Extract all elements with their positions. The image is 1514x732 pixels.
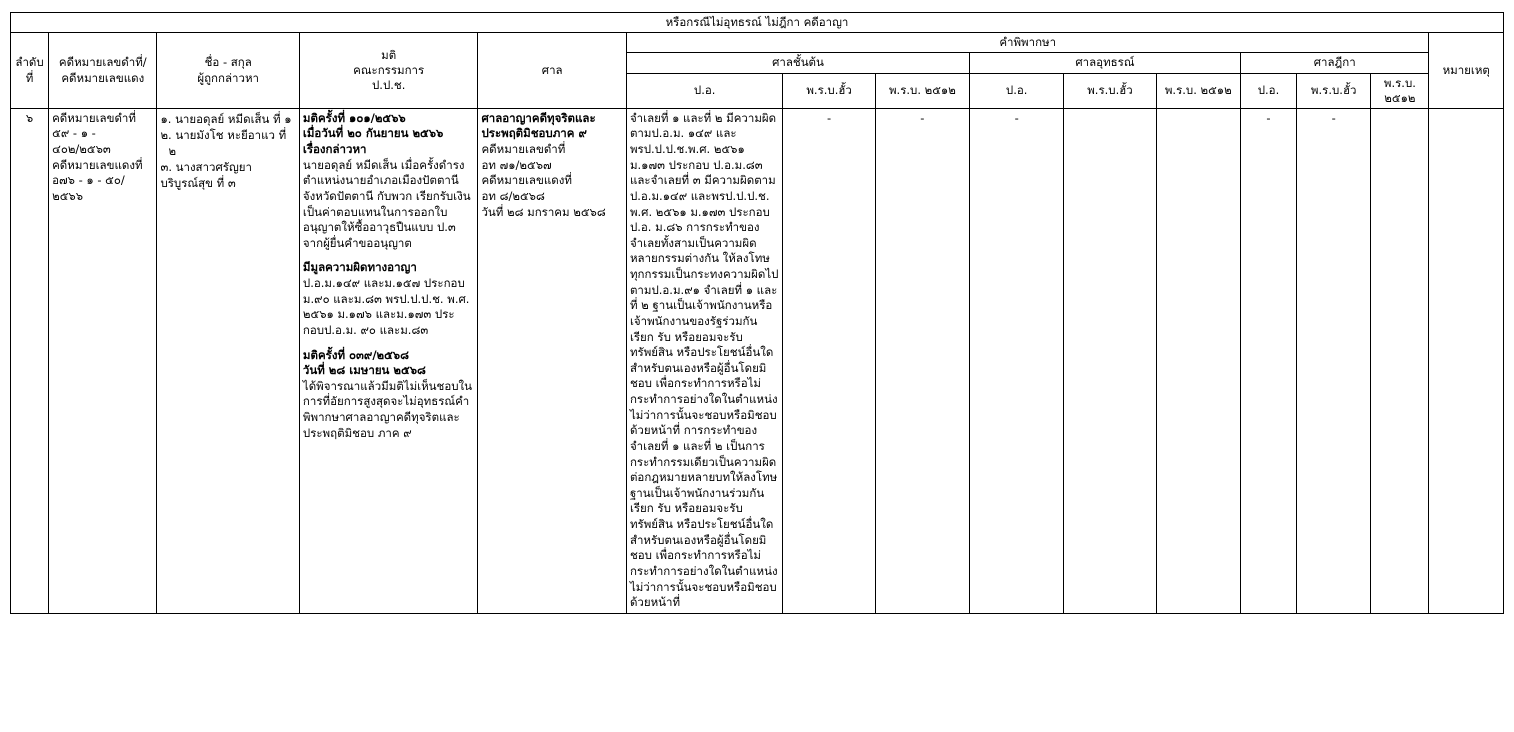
cell-accused-list — [157, 108, 299, 613]
header-first-po: ป.อ. — [626, 73, 783, 108]
header-court-supreme: ศาลฎีกา — [1240, 53, 1429, 73]
header-appeal-po: ป.อ. — [970, 73, 1064, 108]
header-court-appeal: ศาลอุทธรณ์ — [970, 53, 1241, 73]
resolution-2-number: มติครั้งที่ ๐๓๙/๒๕๖๘ — [302, 347, 409, 362]
header-supreme-prb-2512: พ.ร.บ. ๒๕๑๒ — [1371, 73, 1429, 108]
header-first-prb-2512: พ.ร.บ. ๒๕๑๒ — [875, 73, 969, 108]
case-table — [10, 12, 1504, 614]
header-verdict-group: คำพิพากษา — [626, 33, 1429, 53]
court-date: วันที่ ๒๘ มกราคม ๒๕๖๘ — [481, 204, 606, 219]
header-court: ศาล — [478, 33, 626, 109]
resolution-1-number: มติครั้งที่ ๑๐๑/๒๕๖๖ — [302, 110, 406, 125]
court-black-case-label: คดีหมายเลขดำที่ — [481, 142, 566, 157]
document-top-title: หรือกรณีไม่อุทธรณ์ ไม่ฎีกา คดีอาญา — [11, 13, 1504, 33]
offence-heading: มีมูลความผิดทางอาญา — [302, 260, 417, 275]
cell-first-instance-po — [626, 108, 783, 613]
allegation-body: นายอดุลย์ หมีดเส็น เมื่อครั้งดำรงตำแหน่งนายอำเภอเมืองปัตตานี จังหวัดปัตตานี กับพวก เรียกรับเงินเป็นค่าตอบแทนในการออกใบอนุญาตให้ซื้ออาวุธปืนแบบ ป.๓ จากผู้ยื่นคำขออนุญาต — [302, 157, 471, 250]
header-remark: หมายเหตุ — [1429, 33, 1504, 109]
list-item: บริบูรณ์สุข ที่ ๓ — [160, 176, 236, 191]
header-appeal-prb-chua: พ.ร.บ.ฮั้ว — [1064, 73, 1156, 108]
cell-appeal-prb-2512 — [1156, 108, 1240, 613]
accused-list — [160, 111, 295, 191]
header-supreme-po: ป.อ. — [1240, 73, 1296, 108]
court-black-case-no: อท ๗๑/๒๕๖๗ — [481, 157, 552, 172]
verdict-first-po-text: จำเลยที่ ๑ และที่ ๒ มีความผิดตามป.อ.ม. ๑๔๙ และพรป.ป.ป.ช.พ.ศ. ๒๕๖๑ ม.๑๗๓ ประกอบ ป.อ.ม.๘๓ และจำเลยที่ ๓ มีความผิดตามป.อ.ม.๑๔๙ และพรป.ป.ป.ช. พ.ศ. ๒๕๖๑ ม.๑๗๓ ประกอบ ป.อ. ม.๘๖ การกระทำของจำเลยทั้งสามเป็นความผิดหลายกรรมต่างกัน ให้ลงโทษทุกกรรมเป็นกระทงความผิดไป ตามป.อ.ม.๙๑ จำเลยที่ ๑ และที่ ๒ ฐานเป็นเจ้าพนักงานหรือเจ้าพนักงานของรัฐร่วมกันเรียก รับ หรือยอมจะรับทรัพย์สิน หรือประโยชน์อื่นใดสำหรับตนเองหรือผู้อื่นโดยมิชอบ เพื่อกระทำการหรือไม่กระทำการอย่างใดในตำแหน่งไม่ว่าการนั้นจะชอบหรือมิชอบด้วยหน้าที่ การกระทำของจำเลยที่ ๑ และที่ ๒ เป็นการกระทำกรรมเดียวเป็นความผิดต่อกฎหมายหลายบทให้ลงโทษฐานเป็นเจ้าพนักงานร่วมกันเรียก รับ หรือยอมจะรับทรัพย์สิน หรือประโยชน์อื่นใดสำหรับตนเองหรือผู้อื่นโดยมิชอบ เพื่อกระทำการหรือไม่กระทำการอย่างใดในตำแหน่งไม่ว่าการนั้นจะชอบหรือมิชอบด้วยหน้าที่ — [629, 110, 779, 610]
header-accused-name: ชื่อ - สกุล ผู้ถูกกล่าวหา — [157, 33, 299, 109]
header-case-number: คดีหมายเลขดำที่/ คดีหมายเลขแดง — [49, 33, 157, 109]
table-row — [11, 108, 1504, 613]
cell-supreme-prb-2512 — [1371, 108, 1429, 613]
cell-appeal-prb-chua — [1064, 108, 1156, 613]
resolution-2-body: ได้พิจารณาแล้วมีมติไม่เห็นชอบในการที่อัยการสูงสุดจะไม่อุทธรณ์คำพิพากษาศาลอาญาคดีทุจริตและประพฤติมิชอบ ภาค ๙ — [302, 378, 473, 440]
spacer — [303, 339, 475, 348]
cell-first-instance-prb-chua: - — [783, 108, 875, 613]
resolution-2-date: วันที่ ๒๘ เมษายน ๒๕๖๘ — [302, 363, 426, 378]
court-name-line2: ประพฤติมิชอบภาค ๙ — [481, 126, 587, 141]
allegation-heading: เรื่องกล่าวหา — [302, 142, 367, 157]
cell-seq: ๖ — [11, 108, 49, 613]
header-appeal-prb-2512: พ.ร.บ. ๒๕๑๒ — [1156, 73, 1240, 108]
list-item: ๑. นายอดุลย์ หมีดเส็น ที่ ๑ — [160, 111, 292, 126]
court-red-case-label: คดีหมายเลขแดงที่ — [481, 173, 572, 188]
cell-appeal-po: - — [970, 108, 1064, 613]
table-title-row — [11, 13, 1504, 33]
cell-first-instance-prb-2512: - — [875, 108, 969, 613]
header-nacc-resolution: มติ คณะกรรมการ ป.ป.ช. — [299, 33, 478, 109]
header-row-1 — [11, 33, 1504, 53]
cell-supreme-prb-chua: - — [1297, 108, 1371, 613]
header-supreme-prb-chua: พ.ร.บ.ฮั้ว — [1297, 73, 1371, 108]
list-item: ๒. นายมังโช หะยีอาแว ที่ ๒ — [160, 127, 287, 159]
cell-nacc-resolution — [299, 108, 478, 613]
list-item: ๓. นางสาวศรัญยา — [160, 160, 252, 175]
court-red-case-no: อท ๘/๒๕๖๘ — [481, 188, 545, 203]
court-name-line1: ศาลอาญาคดีทุจริตและ — [481, 110, 596, 125]
offence-body: ป.อ.ม.๑๔๙ และม.๑๕๗ ประกอบม.๙๐ และม.๘๓ พรป.ป.ป.ช. พ.ศ. ๒๕๖๑ ม.๑๗๖ และม.๑๗๓ ประกอบป.อ.ม. ๙๐ และม.๘๓ — [302, 276, 470, 337]
cell-remark — [1429, 108, 1504, 613]
header-court-first-instance: ศาลชั้นต้น — [626, 53, 969, 73]
cell-supreme-po: - — [1240, 108, 1296, 613]
cell-case-number: คดีหมายเลขดำที่ ๕๙ - ๑ - ๔๐๒/๒๕๖๓ คดีหมายเลขแดงที่ อ๗๖ - ๑ - ๕๐/ ๒๕๖๖ — [49, 108, 157, 613]
spacer — [303, 251, 475, 260]
cell-court — [478, 108, 626, 613]
resolution-1-date: เมื่อวันที่ ๒๐ กันยายน ๒๕๖๖ — [302, 126, 444, 141]
header-seq: ลำดับ ที่ — [11, 33, 49, 109]
header-first-prb-chua: พ.ร.บ.ฮั้ว — [783, 73, 875, 108]
